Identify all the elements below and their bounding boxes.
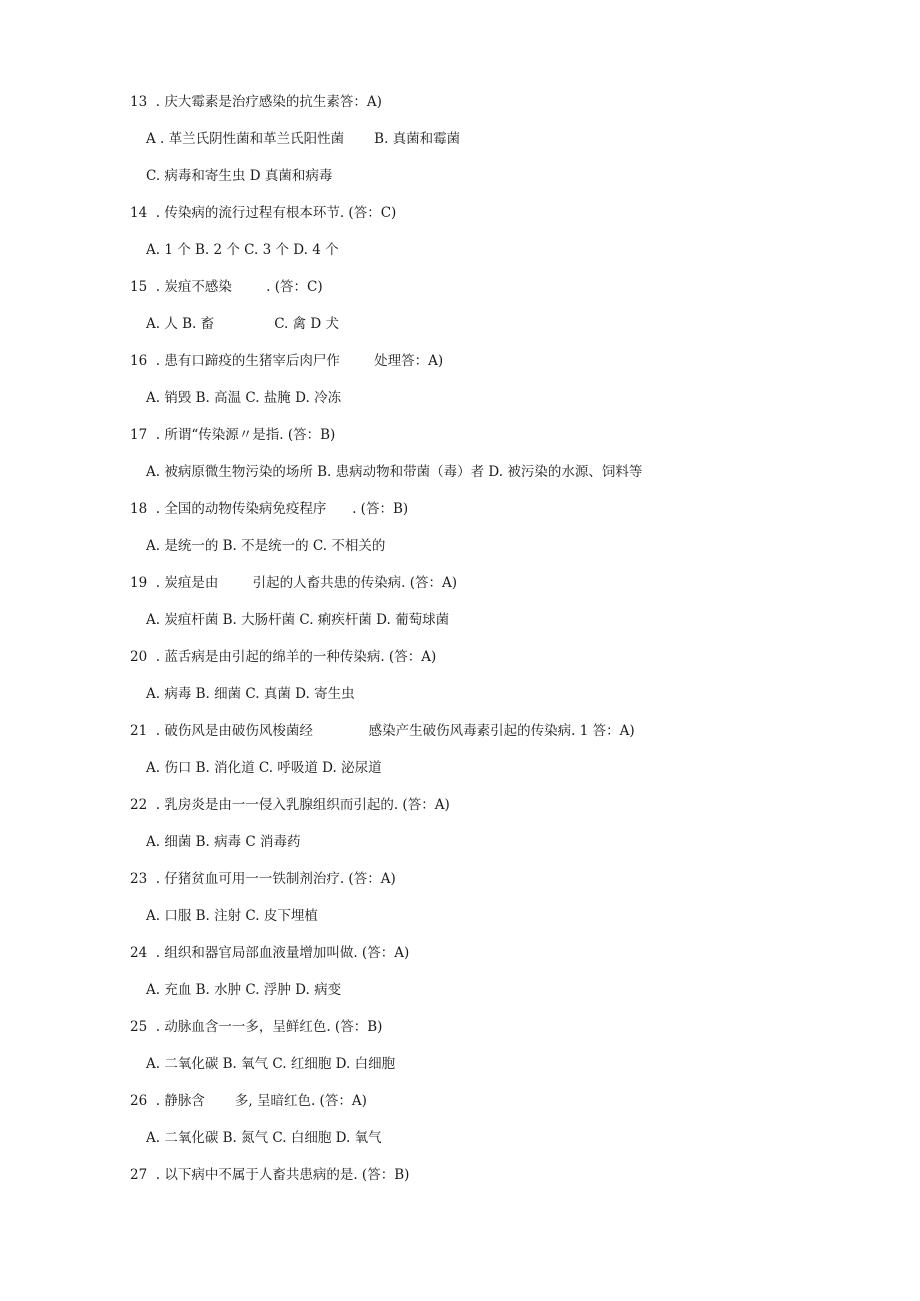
question-13: 13 . 庆大霉素是治疗感染的抗生素答：A) (130, 94, 382, 110)
question-18: 18 . 全国的动物传染病免疫程序 . (答：B) (130, 501, 409, 517)
question-21: 21 . 破伤风是由破伤风梭菌经 感染产生破伤风毒素引起的传染病. 1 答：A) (130, 723, 635, 739)
options-14: A. 1 个 B. 2 个 C. 3 个 D. 4 个 (146, 242, 339, 258)
options-17: A. 被病原微生物污染的场所 B. 患病动物和带菌（毒）者 D. 被污染的水源、饲料等 (146, 464, 643, 480)
options-23: A. 口服 B. 注射 C. 皮下埋植 (146, 908, 318, 924)
options-22: A. 细菌 B. 病毒 C 消毒药 (146, 834, 301, 850)
question-15: 15 . 炭疽不感染 . (答：C) (130, 279, 323, 295)
options-25: A. 二氧化碳 B. 氧气 C. 红细胞 D. 白细胞 (146, 1056, 396, 1072)
question-16: 16 . 患有口蹄疫的生猪宰后肉尸作 处理答：A) (130, 353, 444, 369)
question-19: 19 . 炭疽是由 引起的人畜共患的传染病. (答：A) (130, 575, 458, 591)
question-22: 22 . 乳房炎是由一一侵入乳腺组织而引起的. (答：A) (130, 797, 450, 813)
options-16: A. 销毁 B. 高温 C. 盐腌 D. 冷冻 (146, 390, 342, 406)
options-20: A. 病毒 B. 细菌 C. 真菌 D. 寄生虫 (146, 686, 355, 702)
options-13-ab: A . 革兰氏阴性菌和革兰氏阳性菌 B. 真菌和霉菌 (146, 131, 461, 147)
options-24: A. 充血 B. 水肿 C. 浮肿 D. 病变 (146, 982, 342, 998)
question-24: 24 . 组织和器官局部血液量增加叫做. (答：A) (130, 945, 410, 961)
question-23: 23 . 仔猪贫血可用一一铁制剂治疗. (答：A) (130, 871, 396, 887)
options-13-cd: C. 病毒和寄生虫 D 真菌和病毒 (146, 168, 333, 184)
options-15: A. 人 B. 畜 C. 禽 D 犬 (146, 316, 340, 332)
options-18: A. 是统一的 B. 不是统一的 C. 不相关的 (146, 538, 386, 554)
question-14: 14 . 传染病的流行过程有根本环节. (答：C) (130, 205, 397, 221)
question-25: 25 . 动脉血含一一多，呈鲜红色. (答：B) (130, 1019, 383, 1035)
options-21: A. 伤口 B. 消化道 C. 呼吸道 D. 泌尿道 (146, 760, 382, 776)
question-26: 26 . 静脉含 多, 呈暗红色. (答：A) (130, 1093, 367, 1109)
question-17: 17 . 所谓“传染源〃是指. (答：B) (130, 427, 336, 443)
options-19: A. 炭疽杆菌 B. 大肠杆菌 C. 痢疾杆菌 D. 葡萄球菌 (146, 612, 450, 628)
question-27: 27 . 以下病中不属于人畜共患病的是. (答：B) (130, 1167, 410, 1183)
question-20: 20 . 蓝舌病是由引起的绵羊的一种传染病. (答：A) (130, 649, 437, 665)
options-26: A. 二氧化碳 B. 氮气 C. 白细胞 D. 氧气 (146, 1130, 382, 1146)
